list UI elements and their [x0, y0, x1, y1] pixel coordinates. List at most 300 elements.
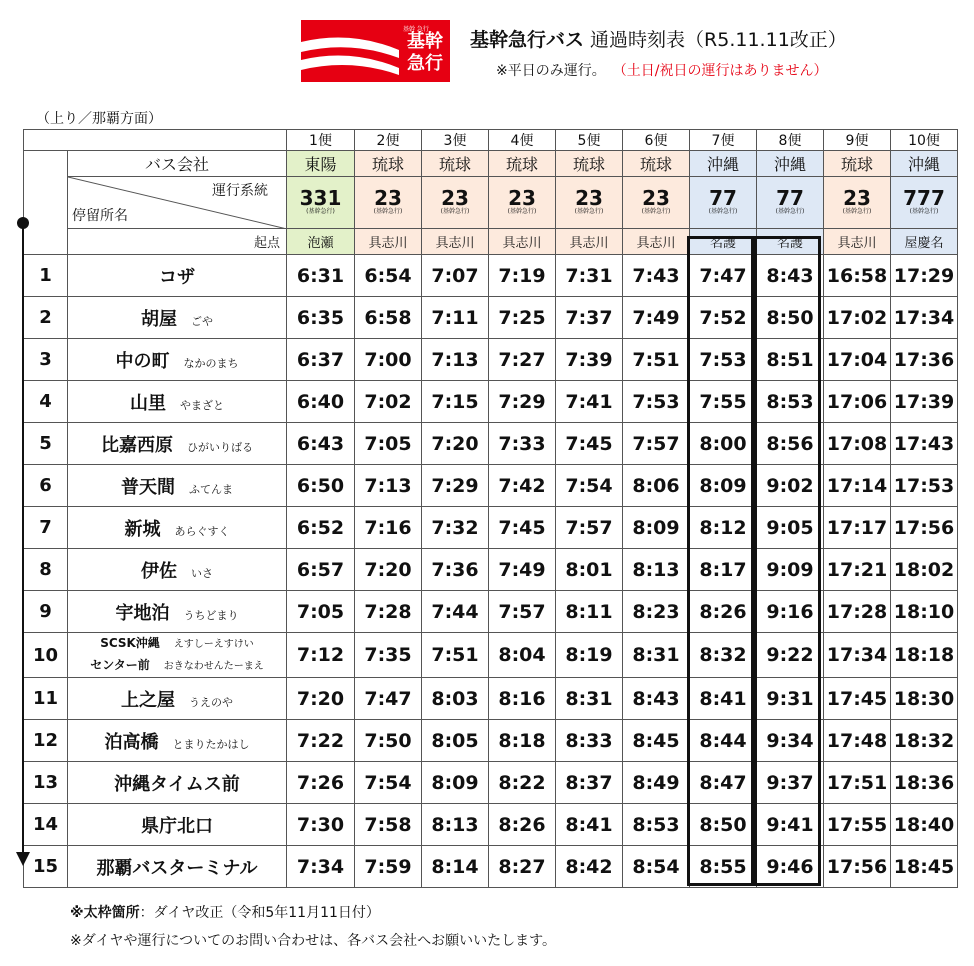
departure-time: 7:11 — [422, 297, 489, 339]
stop-number: 2 — [24, 297, 68, 339]
service-notice — [496, 60, 827, 80]
stop-row — [24, 762, 958, 804]
departure-time: 7:51 — [623, 339, 690, 381]
stop-name: 新城 — [124, 518, 161, 540]
stop-number: 13 — [24, 762, 68, 804]
departure-time: 7:49 — [489, 549, 556, 591]
stop-name-2: センター前 — [90, 658, 150, 672]
departure-time: 7:07 — [422, 255, 489, 297]
stop-name-cell — [68, 762, 287, 804]
departure-time: 8:09 — [690, 465, 757, 507]
departure-time: 7:57 — [489, 591, 556, 633]
route-stop-header — [68, 177, 287, 229]
origin-cell: 名護 — [757, 229, 824, 255]
departure-time: 7:29 — [489, 381, 556, 423]
stop-name: 胡屋 — [141, 308, 177, 330]
company-cell: 琉球 — [355, 151, 422, 177]
footnote-revision — [70, 902, 380, 922]
stop-name: 比嘉西原 — [101, 434, 173, 456]
departure-time: 9:09 — [757, 549, 824, 591]
departure-time: 8:41 — [690, 678, 757, 720]
departure-time: 17:34 — [824, 633, 891, 678]
footnote-bold: ※太枠箇所 — [70, 905, 140, 921]
departure-time: 6:43 — [287, 423, 355, 465]
departure-time: 9:02 — [757, 465, 824, 507]
departure-time: 7:25 — [489, 297, 556, 339]
departure-time: 6:37 — [287, 339, 355, 381]
stop-row — [24, 549, 958, 591]
title-rest: 通過時刻表（R5.11.11改正） — [584, 29, 847, 51]
departure-time: 8:31 — [556, 678, 623, 720]
departure-time: 8:32 — [690, 633, 757, 678]
departure-time: 7:05 — [287, 591, 355, 633]
stop-kana: ひがいりばる — [187, 440, 253, 454]
stop-number: 12 — [24, 720, 68, 762]
company-label: バス会社 — [68, 151, 287, 177]
stop-name-cell — [68, 381, 287, 423]
departure-time: 6:40 — [287, 381, 355, 423]
stop-row — [24, 339, 958, 381]
departure-time: 8:22 — [489, 762, 556, 804]
logo-text-line2: 急行 — [407, 53, 443, 74]
route-number: 331 — [299, 185, 342, 210]
stop-row — [24, 255, 958, 297]
route-sub: (基幹急行) — [641, 207, 671, 215]
origin-cell: 屋慶名 — [891, 229, 958, 255]
origin-cell: 具志川 — [355, 229, 422, 255]
departure-time: 7:51 — [422, 633, 489, 678]
route-cell — [623, 177, 690, 229]
stop-name-cell — [68, 678, 287, 720]
run-label: 1便 — [287, 130, 355, 151]
stop-name-line2 — [68, 655, 286, 677]
company-cell: 沖縄 — [690, 151, 757, 177]
stop-name: 那覇バスターミナル — [96, 857, 258, 879]
kikan-kyuko-logo — [301, 20, 450, 82]
stop-name: SCSK沖縄 — [100, 636, 160, 650]
stop-row — [24, 678, 958, 720]
route-label: 運行系統 — [212, 183, 268, 199]
departure-time: 7:58 — [355, 804, 422, 846]
stop-kana: うえのや — [189, 695, 233, 709]
departure-time: 8:05 — [422, 720, 489, 762]
departure-time: 17:51 — [824, 762, 891, 804]
departure-time: 7:20 — [355, 549, 422, 591]
departure-time: 8:12 — [690, 507, 757, 549]
departure-time: 6:54 — [355, 255, 422, 297]
departure-time: 7:44 — [422, 591, 489, 633]
logo-small-text: 基幹 急行 — [403, 26, 429, 33]
footnote-inquiry: ※ダイヤや運行についてのお問い合わせは、各バス会社へお願いいたします。 — [70, 933, 557, 949]
departure-time: 8:23 — [623, 591, 690, 633]
footnote-rest: ：ダイヤ改正（令和5年11月11日付） — [139, 905, 380, 921]
origin-cell: 具志川 — [556, 229, 623, 255]
stop-number: 9 — [24, 591, 68, 633]
departure-time: 9:46 — [757, 846, 824, 888]
stop-name: 沖縄タイムス前 — [114, 773, 240, 795]
departure-time: 7:19 — [489, 255, 556, 297]
departure-time: 9:34 — [757, 720, 824, 762]
departure-time: 18:40 — [891, 804, 958, 846]
route-cell — [489, 177, 556, 229]
stop-name-cell — [68, 297, 287, 339]
origin-cell: 泡瀬 — [287, 229, 355, 255]
departure-time: 8:17 — [690, 549, 757, 591]
departure-time: 8:19 — [556, 633, 623, 678]
stop-name: 上之屋 — [121, 689, 175, 711]
departure-time: 7:27 — [489, 339, 556, 381]
departure-time: 17:28 — [824, 591, 891, 633]
run-label: 9便 — [824, 130, 891, 151]
departure-time: 8:14 — [422, 846, 489, 888]
route-sub: (基幹急行) — [775, 207, 805, 215]
departure-time: 17:43 — [891, 423, 958, 465]
route-number: 777 — [903, 185, 945, 210]
departure-time: 8:11 — [556, 591, 623, 633]
origin-cell: 名護 — [690, 229, 757, 255]
company-cell: 東陽 — [287, 151, 355, 177]
company-cell: 琉球 — [556, 151, 623, 177]
stop-row — [24, 591, 958, 633]
route-number: 23 — [508, 185, 536, 210]
departure-time: 7:00 — [355, 339, 422, 381]
departure-time: 17:45 — [824, 678, 891, 720]
stop-kana-2: おきなわせんたーまえ — [163, 661, 264, 672]
route-sub: (基幹急行) — [507, 207, 537, 215]
departure-time: 8:43 — [623, 678, 690, 720]
route-sub: (基幹急行) — [574, 207, 604, 215]
departure-time: 7:47 — [690, 255, 757, 297]
run-label: 5便 — [556, 130, 623, 151]
departure-time: 6:57 — [287, 549, 355, 591]
company-cell: 琉球 — [623, 151, 690, 177]
departure-time: 7:43 — [623, 255, 690, 297]
route-sub: (基幹急行) — [440, 207, 470, 215]
route-sub: (基幹急行) — [306, 207, 335, 215]
departure-time: 9:22 — [757, 633, 824, 678]
stop-number: 15 — [24, 846, 68, 888]
origin-cell: 具志川 — [422, 229, 489, 255]
title-bold: 基幹急行バス — [470, 29, 585, 51]
departure-time: 8:01 — [556, 549, 623, 591]
stop-kana: やまざと — [180, 398, 224, 412]
stop-name-cell — [68, 465, 287, 507]
weekday-notice: ※平日のみ運行。 — [496, 63, 606, 79]
page-title — [470, 25, 847, 52]
departure-time: 8:26 — [489, 804, 556, 846]
route-number: 23 — [374, 185, 402, 210]
departure-time: 8:16 — [489, 678, 556, 720]
run-label: 8便 — [757, 130, 824, 151]
stop-row — [24, 846, 958, 888]
route-cell — [355, 177, 422, 229]
stop-name: 県庁北口 — [141, 815, 213, 837]
stop-name-cell — [68, 846, 287, 888]
company-cell: 沖縄 — [757, 151, 824, 177]
departure-time: 8:33 — [556, 720, 623, 762]
departure-time: 8:54 — [623, 846, 690, 888]
departure-time: 7:57 — [623, 423, 690, 465]
stop-number: 7 — [24, 507, 68, 549]
departure-time: 8:49 — [623, 762, 690, 804]
departure-time: 8:56 — [757, 423, 824, 465]
route-number: 23 — [843, 185, 871, 210]
departure-time: 8:53 — [623, 804, 690, 846]
departure-time: 17:02 — [824, 297, 891, 339]
run-label: 6便 — [623, 130, 690, 151]
stop-kana: なかのまち — [183, 356, 239, 370]
departure-time: 17:34 — [891, 297, 958, 339]
route-sub: (基幹急行) — [909, 207, 939, 215]
departure-time: 8:43 — [757, 255, 824, 297]
departure-time: 9:41 — [757, 804, 824, 846]
departure-time: 7:53 — [690, 339, 757, 381]
departure-time: 6:31 — [287, 255, 355, 297]
departure-time: 18:10 — [891, 591, 958, 633]
stop-row — [24, 720, 958, 762]
departure-time: 7:45 — [489, 507, 556, 549]
departure-time: 8:37 — [556, 762, 623, 804]
stop-number: 3 — [24, 339, 68, 381]
departure-time: 17:56 — [824, 846, 891, 888]
stop-number: 1 — [24, 255, 68, 297]
departure-time: 7:50 — [355, 720, 422, 762]
departure-time: 7:29 — [422, 465, 489, 507]
departure-time: 17:04 — [824, 339, 891, 381]
departure-time: 7:20 — [422, 423, 489, 465]
departure-time: 8:13 — [422, 804, 489, 846]
departure-time: 8:06 — [623, 465, 690, 507]
departure-time: 8:04 — [489, 633, 556, 678]
departure-time: 7:28 — [355, 591, 422, 633]
departure-time: 7:05 — [355, 423, 422, 465]
stop-kana: あらぐすく — [174, 524, 230, 538]
route-arrow-icon — [16, 852, 30, 866]
run-label: 3便 — [422, 130, 489, 151]
departure-time: 7:32 — [422, 507, 489, 549]
route-sub: (基幹急行) — [708, 207, 738, 215]
departure-time: 7:13 — [422, 339, 489, 381]
stop-name-cell — [68, 339, 287, 381]
route-number: 23 — [441, 185, 469, 210]
departure-time: 7:20 — [287, 678, 355, 720]
departure-time: 7:13 — [355, 465, 422, 507]
departure-time: 8:00 — [690, 423, 757, 465]
departure-time: 16:58 — [824, 255, 891, 297]
departure-time: 18:45 — [891, 846, 958, 888]
departure-time: 7:55 — [690, 381, 757, 423]
departure-time: 9:16 — [757, 591, 824, 633]
stop-kana: えすしーえすけい — [173, 639, 254, 650]
departure-time: 18:18 — [891, 633, 958, 678]
route-cell — [824, 177, 891, 229]
route-cell — [690, 177, 757, 229]
departure-time: 8:26 — [690, 591, 757, 633]
departure-time: 17:17 — [824, 507, 891, 549]
departure-time: 7:45 — [556, 423, 623, 465]
stop-name-cell — [68, 804, 287, 846]
departure-time: 9:31 — [757, 678, 824, 720]
stop-number: 8 — [24, 549, 68, 591]
stop-row — [24, 465, 958, 507]
departure-time: 17:55 — [824, 804, 891, 846]
stop-name: 泊高橋 — [104, 731, 159, 753]
departure-time: 8:44 — [690, 720, 757, 762]
departure-time: 8:50 — [757, 297, 824, 339]
stop-number: 14 — [24, 804, 68, 846]
route-number: 77 — [776, 185, 804, 210]
run-label: 10便 — [891, 130, 958, 151]
departure-time: 7:35 — [355, 633, 422, 678]
stop-name-cell — [68, 255, 287, 297]
stop-number: 4 — [24, 381, 68, 423]
departure-time: 8:42 — [556, 846, 623, 888]
departure-time: 7:15 — [422, 381, 489, 423]
departure-time: 17:29 — [891, 255, 958, 297]
departure-time: 18:30 — [891, 678, 958, 720]
run-number-row — [24, 130, 958, 151]
stop-number: 11 — [24, 678, 68, 720]
direction-label: （上り／那覇方面） — [36, 111, 162, 127]
stop-name: コザ — [159, 266, 195, 288]
departure-time: 18:32 — [891, 720, 958, 762]
route-cell — [287, 177, 355, 229]
departure-time: 8:09 — [422, 762, 489, 804]
stop-row — [24, 507, 958, 549]
departure-time: 6:58 — [355, 297, 422, 339]
departure-time: 18:02 — [891, 549, 958, 591]
departure-time: 8:45 — [623, 720, 690, 762]
stop-number: 5 — [24, 423, 68, 465]
departure-time: 17:14 — [824, 465, 891, 507]
departure-time: 8:18 — [489, 720, 556, 762]
origin-label: 起点 — [68, 229, 287, 255]
departure-time: 8:55 — [690, 846, 757, 888]
route-cell — [422, 177, 489, 229]
route-number: 23 — [575, 185, 603, 210]
run-label: 4便 — [489, 130, 556, 151]
stop-row — [24, 297, 958, 339]
departure-time: 7:59 — [355, 846, 422, 888]
stop-kana: とまりたかはし — [172, 737, 250, 751]
departure-time: 6:52 — [287, 507, 355, 549]
holiday-notice: （土日/祝日の運行はありません） — [619, 63, 828, 79]
departure-time: 7:37 — [556, 297, 623, 339]
departure-time: 7:26 — [287, 762, 355, 804]
stop-number: 6 — [24, 465, 68, 507]
departure-time: 8:53 — [757, 381, 824, 423]
stop-name: 伊佐 — [141, 560, 177, 582]
route-number: 77 — [709, 185, 737, 210]
departure-time: 6:35 — [287, 297, 355, 339]
route-direction-line — [22, 222, 24, 854]
stop-kana: ごや — [191, 314, 213, 328]
stop-row — [24, 633, 958, 678]
departure-time: 8:47 — [690, 762, 757, 804]
departure-time: 7:52 — [690, 297, 757, 339]
departure-time: 7:02 — [355, 381, 422, 423]
route-cell — [891, 177, 958, 229]
departure-time: 8:27 — [489, 846, 556, 888]
departure-time: 7:34 — [287, 846, 355, 888]
route-sub: (基幹急行) — [373, 207, 403, 215]
departure-time: 7:54 — [556, 465, 623, 507]
departure-time: 8:31 — [623, 633, 690, 678]
stop-name: 宇地泊 — [115, 602, 170, 624]
departure-time: 7:47 — [355, 678, 422, 720]
departure-time: 17:06 — [824, 381, 891, 423]
departure-time: 7:57 — [556, 507, 623, 549]
company-cell: 琉球 — [489, 151, 556, 177]
departure-time: 7:22 — [287, 720, 355, 762]
route-row — [24, 177, 958, 229]
stop-label: 停留所名 — [72, 208, 128, 224]
departure-time: 7:30 — [287, 804, 355, 846]
departure-time: 7:36 — [422, 549, 489, 591]
stop-name-cell — [68, 633, 287, 678]
stop-name: 山里 — [130, 392, 166, 414]
route-cell — [757, 177, 824, 229]
stop-name-cell — [68, 720, 287, 762]
departure-time: 7:41 — [556, 381, 623, 423]
departure-time: 17:21 — [824, 549, 891, 591]
company-cell: 沖縄 — [891, 151, 958, 177]
route-number: 23 — [642, 185, 670, 210]
stop-row — [24, 381, 958, 423]
run-label: 7便 — [690, 130, 757, 151]
stop-name-cell — [68, 591, 287, 633]
stop-name-cell — [68, 423, 287, 465]
departure-time: 8:03 — [422, 678, 489, 720]
departure-time: 17:48 — [824, 720, 891, 762]
departure-time: 8:13 — [623, 549, 690, 591]
departure-time: 17:36 — [891, 339, 958, 381]
departure-time: 6:50 — [287, 465, 355, 507]
departure-time: 7:54 — [355, 762, 422, 804]
blank-cell — [24, 130, 287, 151]
departure-time: 17:56 — [891, 507, 958, 549]
company-cell: 琉球 — [422, 151, 489, 177]
departure-time: 18:36 — [891, 762, 958, 804]
stop-kana: いさ — [191, 566, 213, 580]
origin-cell: 具志川 — [824, 229, 891, 255]
departure-time: 8:50 — [690, 804, 757, 846]
departure-time: 8:51 — [757, 339, 824, 381]
run-label: 2便 — [355, 130, 422, 151]
origin-row — [24, 229, 958, 255]
departure-time: 9:05 — [757, 507, 824, 549]
departure-time: 7:16 — [355, 507, 422, 549]
stop-name: 普天間 — [121, 476, 175, 498]
departure-time: 8:09 — [623, 507, 690, 549]
stop-kana: うちどまり — [183, 608, 239, 622]
stop-name-cell — [68, 549, 287, 591]
timetable — [23, 129, 958, 888]
stop-name-line1 — [68, 633, 286, 655]
origin-cell: 具志川 — [623, 229, 690, 255]
departure-time: 7:42 — [489, 465, 556, 507]
stop-row — [24, 423, 958, 465]
departure-time: 17:53 — [891, 465, 958, 507]
departure-time: 7:49 — [623, 297, 690, 339]
company-row — [24, 151, 958, 177]
stop-row — [24, 804, 958, 846]
departure-time: 7:53 — [623, 381, 690, 423]
departure-time: 7:12 — [287, 633, 355, 678]
departure-time: 17:08 — [824, 423, 891, 465]
departure-time: 7:39 — [556, 339, 623, 381]
stop-name-cell — [68, 507, 287, 549]
